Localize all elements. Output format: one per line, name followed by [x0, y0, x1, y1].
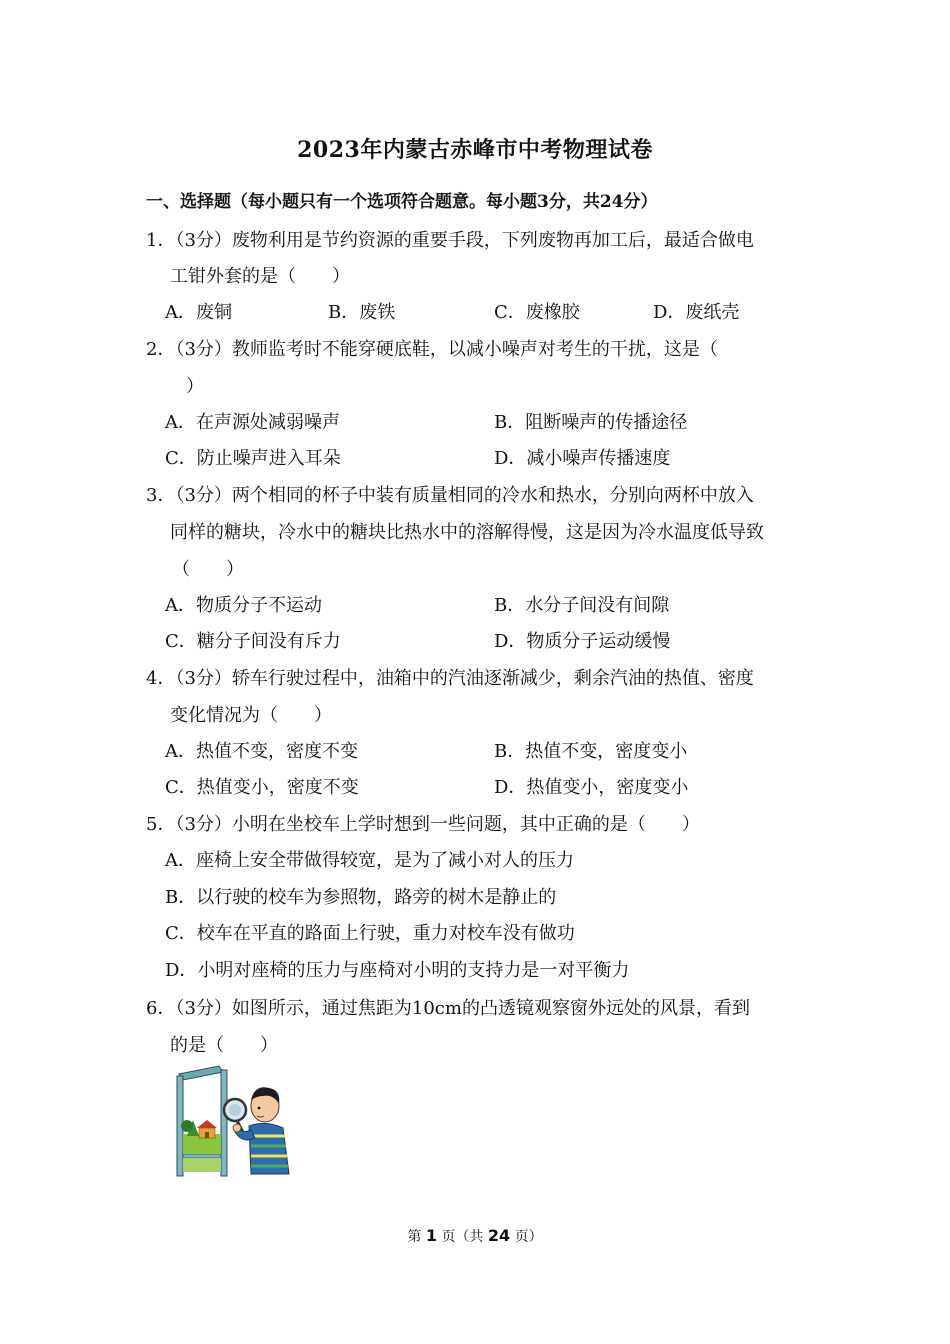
question-2-line-1: 2．（3分）教师监考时不能穿硬底鞋，以减小噪声对考生的干扰，这是（: [146, 339, 718, 360]
footer-prefix: 第: [407, 1229, 422, 1245]
question-4-option-c: C．热值变小，密度不变: [165, 777, 359, 798]
question-4-line-1: 4．（3分）轿车行驶过程中，油箱中的汽油逐渐减少，剩余汽油的热值、密度: [146, 668, 754, 689]
question-3-line-1: 3．（3分）两个相同的杯子中装有质量相同的冷水和热水，分别向两杯中放入: [146, 485, 754, 506]
question-5-option-a: A．座椅上安全带做得较宽，是为了减小对人的压力: [165, 850, 574, 871]
question-2-option-a: A．在声源处减弱噪声: [165, 412, 340, 433]
question-1-option-a: A．废铜: [165, 302, 232, 323]
question-2-option-c: C．防止噪声进入耳朵: [165, 448, 341, 469]
question-1-option-c: C．废橡胶: [494, 302, 580, 323]
page-title: 2023年内蒙古赤峰市中考物理试卷: [297, 137, 653, 163]
question-6-line-1: 6．（3分）如图所示，通过焦距为10cm的凸透镜观察窗外远处的风景，看到: [146, 998, 750, 1019]
question-2-line-2: ）: [186, 376, 204, 397]
footer-page-number: 1: [425, 1226, 437, 1245]
question-3-option-c: C．糖分子间没有斥力: [165, 631, 341, 652]
question-5-option-c: C．校车在平直的路面上行驶，重力对校车没有做功: [165, 923, 575, 944]
footer-middle: 页（共: [441, 1229, 484, 1245]
question-1-line-2: 工钳外套的是（ ）: [170, 266, 350, 287]
question-4-line-2: 变化情况为（ ）: [170, 705, 332, 726]
question-2-option-b: B．阻断噪声的传播途径: [494, 412, 688, 433]
question-4-option-d: D．热值变小，密度变小: [494, 777, 689, 798]
question-6-line-2: 的是（ ）: [170, 1035, 278, 1056]
question-3-option-d: D．物质分子运动缓慢: [494, 631, 671, 652]
footer-total-pages: 24: [487, 1226, 511, 1245]
question-1-option-d: D．废纸壳: [653, 302, 740, 323]
question-3-option-b: B．水分子间没有间隙: [494, 595, 670, 616]
lens-window-illustration: [165, 1064, 300, 1179]
question-5-option-b: B．以行驶的校车为参照物，路旁的树木是静止的: [165, 887, 557, 908]
section-heading: 一、选择题（每小题只有一个选项符合题意。每小题3分，共24分）: [146, 192, 658, 212]
question-4-option-b: B．热值不变，密度变小: [494, 741, 688, 762]
question-2-option-d: D．减小噪声传播速度: [494, 448, 671, 469]
question-1-option-b: B．废铁: [328, 302, 396, 323]
question-5-option-d: D．小明对座椅的压力与座椅对小明的支持力是一对平衡力: [165, 960, 630, 981]
question-3-line-3: （ ）: [172, 559, 244, 580]
page-footer: [0, 1226, 950, 1246]
question-3-line-2: 同样的糖块，冷水中的糖块比热水中的溶解得慢，这是因为冷水温度低导致: [170, 522, 764, 543]
question-1-line-1: 1．（3分）废物利用是节约资源的重要手段，下列废物再加工后，最适合做电: [146, 230, 754, 251]
question-3-option-a: A．物质分子不运动: [165, 595, 322, 616]
question-4-option-a: A．热值不变，密度不变: [165, 741, 358, 762]
footer-suffix: 页）: [514, 1229, 543, 1245]
question-5-line-1: 5．（3分）小明在坐校车上学时想到一些问题，其中正确的是（ ）: [146, 814, 700, 835]
